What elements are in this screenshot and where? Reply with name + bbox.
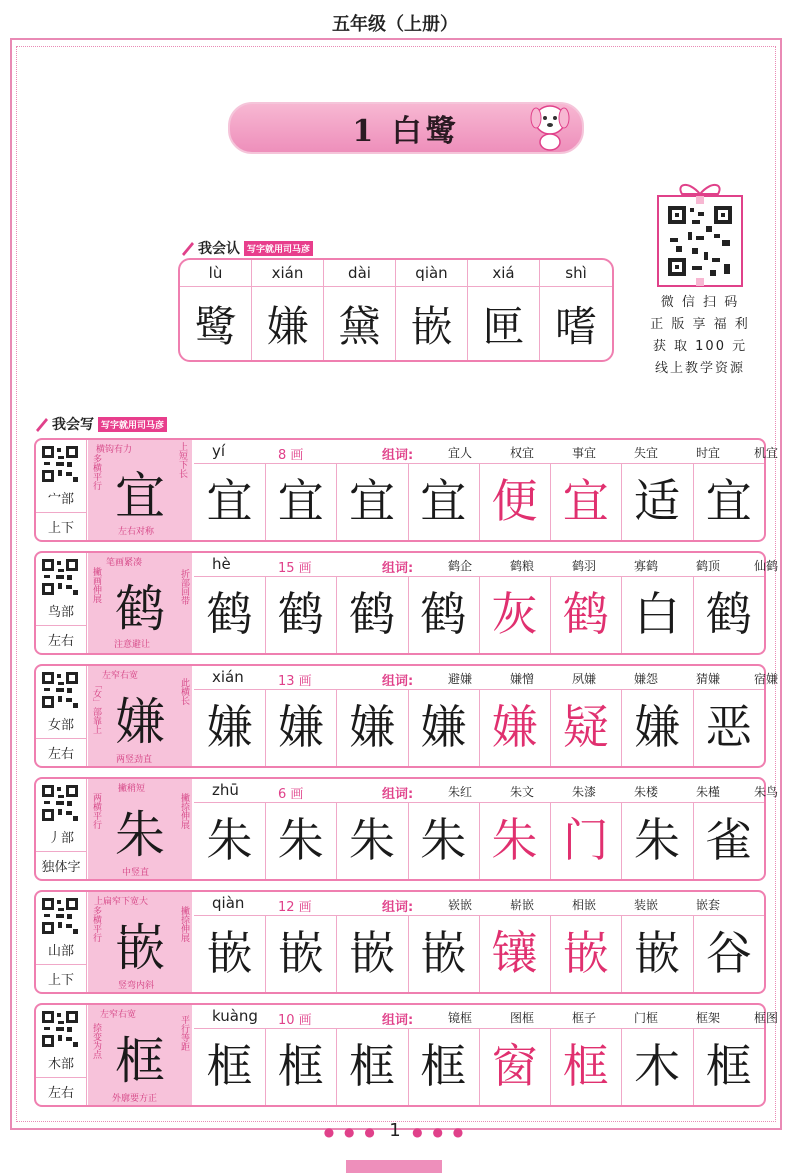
qr-code[interactable] [40, 783, 80, 823]
character-info [194, 553, 779, 577]
recognize-cell: qiàn 嵌 [396, 260, 468, 360]
page-number: ● ● ● 1 ● ● ● [323, 1120, 467, 1141]
word-label: 组词: [382, 1013, 414, 1028]
writing-tip: 捺变为点 [91, 1023, 101, 1059]
word-label: 组词: [382, 900, 414, 915]
practice-cell: 框 [337, 1029, 409, 1105]
writing-tip: 多横平行 [91, 454, 101, 490]
example-word: 失宜 [634, 446, 659, 460]
example-word: 避嫌 [448, 672, 473, 686]
practice-cell: 嫌 [622, 690, 694, 766]
qr-code[interactable] [40, 1009, 80, 1049]
practice-grid [194, 464, 764, 540]
radical-label: 木部 [47, 1057, 74, 1072]
practice-cell: 嫌 [408, 690, 480, 766]
example-word: 鹤粮 [510, 559, 535, 573]
practice-cell: 朱 [408, 803, 480, 879]
writing-tip: 撇画伸展 [91, 567, 101, 603]
example-word: 时宜 [696, 446, 721, 460]
example-word: 框子 [572, 1011, 597, 1025]
demo-character-panel [88, 1005, 192, 1105]
practice-grid [194, 690, 764, 766]
demo-character: 朱 [115, 806, 165, 864]
pinyin: kuàng [212, 1007, 258, 1025]
radical-label: 丿部 [47, 831, 74, 846]
pinyin: yí [212, 442, 226, 460]
write-row [34, 777, 779, 881]
recognize-grid [178, 258, 614, 362]
example-word: 朱鸟 [754, 785, 779, 799]
character-info [194, 779, 779, 803]
practice-cell: 鹤 [194, 577, 266, 653]
radical-label: 山部 [47, 944, 74, 959]
example-word: 崭嵌 [510, 898, 535, 912]
practice-cell: 嫌 [265, 690, 337, 766]
practice-grid [194, 803, 764, 879]
practice-cell: 嵌 [194, 916, 266, 992]
example-word: 朱红 [448, 785, 473, 799]
example-word: 嫌怨 [634, 672, 659, 686]
practice-cell: 朱 [337, 803, 409, 879]
example-word: 门框 [634, 1011, 659, 1025]
write-row [34, 1003, 779, 1107]
example-word: 框架 [696, 1011, 721, 1025]
example-word: 装嵌 [634, 898, 659, 912]
writing-tip: 上短下长 [177, 442, 187, 478]
example-word: 夙嫌 [572, 672, 597, 686]
writing-tip: 撇捺伸展 [179, 906, 189, 942]
writing-tip: 两竖劲直 [116, 755, 153, 765]
example-word: 朱槿 [696, 785, 721, 799]
practice-cell: 框 [194, 1029, 266, 1105]
example-word: 寡鹤 [634, 559, 659, 573]
practice-cell: 嵌 [265, 916, 337, 992]
practice-cell: 疑 [550, 690, 622, 766]
practice-cell: 嫌 [194, 690, 266, 766]
practice-cell: 宜 [194, 464, 266, 540]
writing-tip: 外廓要方正 [112, 1094, 158, 1104]
demo-character-panel [88, 892, 192, 992]
practice-cell: 白 [622, 577, 694, 653]
practice-cell: 鹤 [408, 577, 480, 653]
stroke-count: 15 画 [278, 561, 312, 576]
radical-label: 宀部 [47, 492, 74, 507]
example-word: 镜框 [448, 1011, 473, 1025]
character-info [194, 1005, 779, 1029]
writing-tip: 笔画紧凑 [106, 558, 143, 568]
write-row [34, 664, 779, 768]
structure-label: 上下 [36, 964, 86, 988]
practice-cell: 宜 [550, 464, 622, 540]
example-word: 鹤羽 [572, 559, 597, 573]
structure-label: 左右 [36, 1077, 86, 1101]
practice-cell: 鹤 [705, 587, 752, 641]
lesson-title: 1 白鹭 [352, 114, 460, 149]
stroke-count: 12 画 [278, 900, 312, 915]
write-row [34, 551, 779, 655]
practice-cell: 灰 [479, 577, 551, 653]
page-header: 五年级（上册） [0, 10, 790, 36]
writing-tip: 左窄右宽 [100, 1010, 137, 1020]
stroke-count: 10 画 [278, 1013, 312, 1028]
bottom-tab [346, 1160, 442, 1173]
pinyin: qiàn [212, 894, 245, 912]
writing-tip: 平行等距 [179, 1015, 189, 1051]
practice-cell: 鹤 [550, 577, 622, 653]
demo-character: 嵌 [115, 919, 165, 977]
qr-code[interactable] [40, 444, 80, 484]
practice-cell: 嫌 [337, 690, 409, 766]
practice-cell: 门 [550, 803, 622, 879]
character-info [194, 666, 779, 690]
practice-cell: 谷 [705, 926, 752, 980]
example-word: 机宜 [754, 446, 779, 460]
practice-cell: 框 [705, 1039, 752, 1093]
pinyin: xián [212, 668, 244, 686]
practice-grid [194, 577, 764, 653]
recognize-cell: xián 嫌 [252, 260, 324, 360]
writing-tip: 左右对称 [118, 527, 155, 537]
demo-character-panel [88, 666, 192, 766]
recognize-cell: dài 黛 [324, 260, 396, 360]
demo-character-panel [88, 440, 192, 540]
example-word: 朱楼 [634, 785, 659, 799]
example-word: 图框 [510, 1011, 535, 1025]
practice-cell: 适 [622, 464, 694, 540]
example-word: 朱文 [510, 785, 535, 799]
structure-label: 独体字 [36, 851, 86, 875]
writing-tip: 「女」部靠上 [91, 680, 101, 734]
practice-cell: 嵌 [622, 916, 694, 992]
example-word: 事宜 [572, 446, 597, 460]
writing-tip: 左窄右宽 [102, 671, 139, 681]
writing-tip: 撇稍短 [118, 784, 146, 794]
writing-tip: 竖弯内斜 [118, 981, 155, 991]
example-word: 嫌憎 [510, 672, 535, 686]
practice-cell: 嵌 [408, 916, 480, 992]
writing-tip: 中竖直 [122, 868, 150, 878]
practice-grid [194, 916, 764, 992]
demo-character-panel [88, 553, 192, 653]
demo-character: 嫌 [115, 693, 165, 751]
practice-grid [194, 1029, 764, 1105]
practice-cell: 雀 [705, 813, 752, 867]
practice-cell: 宜 [265, 464, 337, 540]
example-word: 猜嫌 [696, 672, 721, 686]
stroke-count: 8 画 [278, 448, 304, 463]
puppy-mascot-icon [528, 96, 572, 152]
stroke-count: 6 画 [278, 787, 304, 802]
radical-label: 女部 [47, 718, 74, 733]
example-word: 宜人 [448, 446, 473, 460]
recognize-cell: lù 鹭 [180, 260, 252, 360]
demo-character: 宜 [115, 467, 165, 525]
practice-cell: 宜 [408, 464, 480, 540]
practice-cell: 嫌 [479, 690, 551, 766]
qr-code[interactable] [40, 557, 80, 597]
structure-label: 上下 [36, 512, 86, 536]
radical-label: 鸟部 [47, 605, 74, 620]
practice-cell: 鹤 [265, 577, 337, 653]
practice-cell: 便 [479, 464, 551, 540]
recognize-cell: xiá 匣 [468, 260, 540, 360]
practice-cell: 鹤 [337, 577, 409, 653]
example-word: 鹤顶 [696, 559, 721, 573]
structure-label: 左右 [36, 738, 86, 762]
gift-qr-code[interactable] [652, 178, 748, 290]
word-label: 组词: [382, 448, 414, 463]
writing-tip: 上扁窄下宽大 [94, 897, 149, 907]
practice-cell: 宜 [705, 474, 752, 528]
character-info [194, 440, 779, 464]
promo-text: 微 信 扫 码 正 版 享 福 利 获 取 100 元 线上教学资源 [650, 295, 750, 376]
practice-cell: 恶 [705, 700, 752, 754]
practice-cell: 嵌 [550, 916, 622, 992]
stroke-count: 13 画 [278, 674, 312, 689]
example-word: 宿嫌 [754, 672, 779, 686]
writing-tip: 多横平行 [91, 906, 101, 942]
word-label: 组词: [382, 787, 414, 802]
practice-cell: 朱 [265, 803, 337, 879]
write-row [34, 890, 766, 994]
pen-icon [180, 240, 196, 256]
practice-cell: 框 [550, 1029, 622, 1105]
practice-cell: 朱 [622, 803, 694, 879]
example-word: 框图 [754, 1011, 779, 1025]
example-word: 嵌套 [696, 898, 721, 912]
demo-character: 鹤 [115, 580, 165, 638]
example-word: 嵚嵌 [448, 898, 473, 912]
demo-character-panel [88, 779, 192, 879]
practice-cell: 朱 [479, 803, 551, 879]
practice-cell: 宜 [337, 464, 409, 540]
word-label: 组词: [382, 674, 414, 689]
example-word: 鹤企 [448, 559, 473, 573]
writing-tip: 此横长 [179, 678, 189, 705]
practice-cell: 朱 [194, 803, 266, 879]
demo-character: 框 [115, 1032, 165, 1090]
qr-code[interactable] [40, 896, 80, 936]
pen-icon [34, 416, 50, 432]
pinyin: hè [212, 555, 231, 573]
writing-tip: 折部回带 [179, 569, 189, 605]
recognize-cell: shì 嗜 [540, 260, 612, 360]
example-word: 权宜 [510, 446, 535, 460]
example-word: 相嵌 [572, 898, 597, 912]
practice-cell: 木 [622, 1029, 694, 1105]
writing-tip: 注意避让 [114, 640, 151, 650]
practice-cell: 镶 [479, 916, 551, 992]
recognize-section-title: 我会认 写字就用司马彦 [180, 238, 313, 258]
word-label: 组词: [382, 561, 414, 576]
practice-cell: 嵌 [337, 916, 409, 992]
writing-tip: 两横平行 [91, 793, 101, 829]
write-section-title: 我会写 写字就用司马彦 [34, 414, 167, 434]
structure-label: 左右 [36, 625, 86, 649]
write-row [34, 438, 779, 542]
practice-cell: 窗 [479, 1029, 551, 1105]
example-word: 朱漆 [572, 785, 597, 799]
qr-code[interactable] [40, 670, 80, 710]
pinyin: zhū [212, 781, 239, 799]
example-word: 仙鹤 [754, 559, 779, 573]
practice-cell: 框 [265, 1029, 337, 1105]
practice-cell: 框 [408, 1029, 480, 1105]
character-info [194, 892, 764, 916]
writing-tip: 横钩有力 [96, 445, 133, 455]
writing-tip: 撇捺伸展 [179, 793, 189, 829]
